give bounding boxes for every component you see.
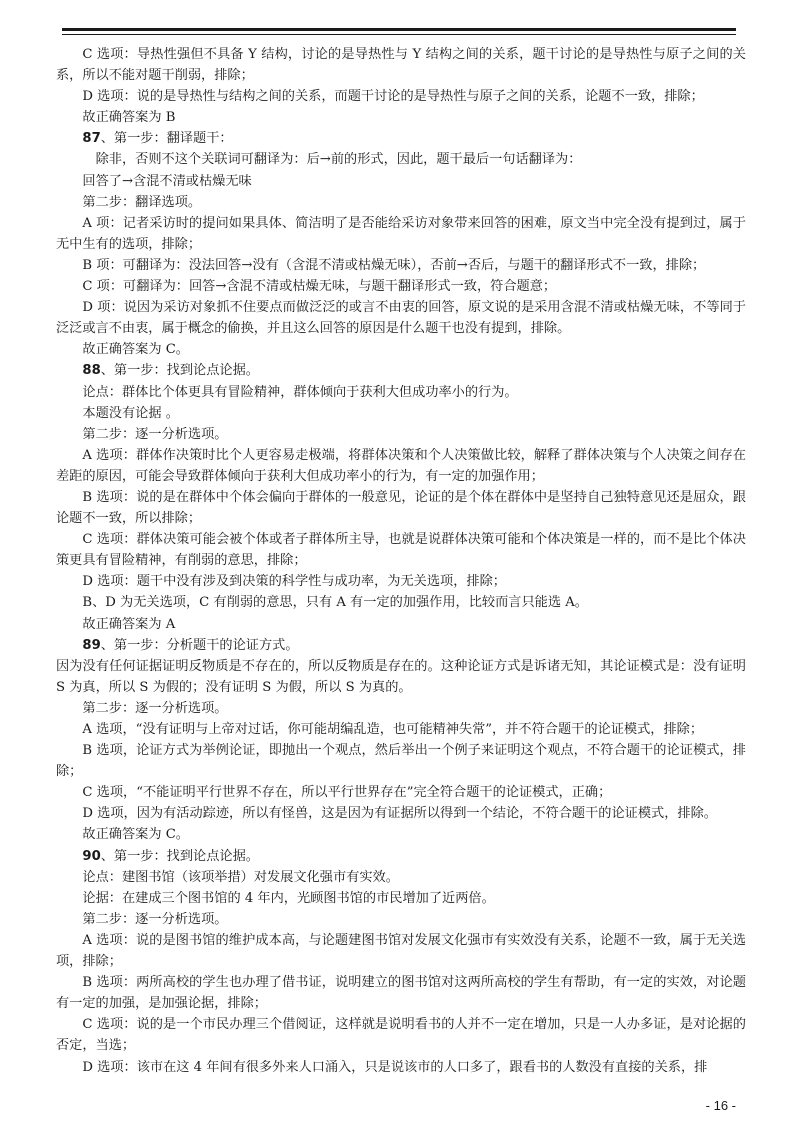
question-number: 88 bbox=[82, 363, 101, 379]
paragraph bbox=[56, 803, 746, 824]
paragraph-text: B 项：可翻译为：没法回答→没有（含混不清或枯燥无味），否前→否后，与题干的翻译形式不一致，排除； bbox=[82, 257, 706, 273]
paragraph bbox=[56, 276, 746, 297]
paragraph-text: A 选项：说的是图书馆的维护成本高，与论题建图书馆对发展文化强市有实效没有关系，论题不一致，属于无关选项，排除； bbox=[56, 932, 746, 970]
paragraph bbox=[56, 909, 746, 930]
paragraph-text: B、D 为无关选项，C 有削弱的意思，只有 A 有一定的加强作用，比较而言只能选 A。 bbox=[82, 595, 588, 611]
paragraph bbox=[56, 487, 746, 529]
paragraph-text: 故正确答案为 B bbox=[82, 110, 176, 126]
paragraph bbox=[56, 698, 746, 719]
paragraph-text: 第二步：翻译选项。 bbox=[82, 194, 202, 210]
paragraph-text: C 项：可翻译为：回答→含混不清或枯燥无味，与题干翻译形式一致，符合题意； bbox=[82, 279, 557, 295]
paragraph-text: B 选项，论证方式为举例论证，即抛出一个观点，然后举出一个例子来证明这个观点，不符合题干的论证模式，排除； bbox=[56, 743, 746, 780]
paragraph-text: 、第一步：分析题干的论证方式。 bbox=[100, 637, 299, 653]
paragraph bbox=[56, 635, 746, 656]
paragraph-text: A 选项，“没有证明与上帝对过话，你可能胡编乱造，也可能精神失常”，并不符合题干的论证模式，排除； bbox=[82, 722, 704, 737]
paragraph bbox=[56, 403, 746, 424]
paragraph bbox=[56, 107, 746, 128]
paragraph-text: 因为没有任何证据证明反物质是不存在的，所以反物质是存在的。这种论证方式是诉诸无知，其论证模式是：没有证明 S 为真，所以 S 为假的；没有证明 S 为假，所以 S 为真的。 bbox=[56, 658, 746, 695]
question-number: 89 bbox=[82, 637, 101, 653]
paragraph bbox=[56, 740, 746, 782]
paragraph bbox=[56, 445, 746, 487]
paragraph-text: D 选项，因为有活动踪迹，所以有怪兽，这是因为有证据所以得到一个结论，不符合题干的论证模式，排除。 bbox=[82, 806, 717, 822]
paragraph-text: 故正确答案为 C。 bbox=[82, 827, 189, 843]
paragraph bbox=[56, 339, 746, 360]
paragraph-text: A 项：记者采访时的提问如果具体、简洁明了是否能给采访对象带来回答的困难，原文当中完全没有提到过，属于无中生有的选项，排除； bbox=[56, 215, 746, 252]
paragraph bbox=[56, 382, 746, 403]
paragraph-text: C 选项：群体决策可能会被个体或者子群体所主导，也就是说群体决策可能和个体决策是一样的，而不是比个体决策更具有冒险精神，有削弱的意思，排除； bbox=[56, 532, 746, 569]
paragraph-text: 第二步：逐一分析选项。 bbox=[82, 426, 228, 442]
paragraph bbox=[56, 171, 746, 192]
paragraph-text: B 选项：说的是在群体中个体会偏向于群体的一般意见，论证的是个体在群体中是坚持自己独特意见还是屈众，跟论题不一致，所以排除； bbox=[56, 489, 746, 527]
paragraph bbox=[56, 128, 746, 149]
paragraph-text: C 选项：说的是一个市民办理三个借阅证，这样就是说明看书的人并不一定在增加，只是一人办多证，是对论据的否定，当选； bbox=[56, 1017, 746, 1054]
paragraph bbox=[56, 1014, 746, 1056]
paragraph-text: 除非，否则不这个关联词可翻译为：后→前的形式，因此，题干最后一句话翻译为： bbox=[95, 152, 582, 168]
paragraph-text: D 选项：该市在这 4 年间有很多外来人口涌入，只是说该市的人口多了，跟看书的人数没有直接的关系，排 bbox=[82, 1059, 708, 1075]
paragraph-text: 论点：建图书馆（该项举措）对发展文化强市有实效。 bbox=[82, 869, 399, 885]
question-number: 87 bbox=[82, 131, 101, 147]
paragraph-text: 回答了→含混不清或枯燥无味 bbox=[82, 173, 252, 189]
paragraph-text: 故正确答案为 A bbox=[82, 616, 176, 632]
paragraph bbox=[56, 930, 746, 972]
paragraph bbox=[56, 360, 746, 381]
header-rule-thick bbox=[62, 28, 736, 31]
paragraph-text: D 项：说因为采访对象抓不住要点而做泛泛的或言不由衷的回答，原文说的是采用含混不清或枯燥无味，不等同于泛泛或言不由衷，属于概念的偷换，并且这么回答的原因是什么题干也没有提到，排除。 bbox=[56, 300, 746, 337]
paragraph-text: 故正确答案为 C。 bbox=[82, 342, 189, 358]
paragraph-text: D 选项：题干中没有涉及到决策的科学性与成功率，为无关选项，排除； bbox=[82, 574, 506, 590]
paragraph bbox=[56, 867, 746, 888]
paragraph bbox=[56, 1057, 746, 1078]
paragraph bbox=[56, 614, 746, 635]
paragraph-text: 论据：在建成三个图书馆的 4 年内，光顾图书馆的市民增加了近两倍。 bbox=[82, 890, 495, 906]
paragraph bbox=[56, 192, 746, 213]
paragraph bbox=[56, 719, 746, 740]
paragraph bbox=[56, 213, 746, 255]
paragraph bbox=[56, 824, 746, 845]
paragraph bbox=[56, 656, 746, 698]
paragraph-text: A 选项：群体作决策时比个人更容易走极端，将群体决策和个人决策做比较，解释了群体决策与个人决策之间存在差距的原因，可能会导致群体倾向于获利大但成功率小的行为，有一定的加强作用； bbox=[56, 447, 746, 484]
paragraph bbox=[56, 297, 746, 339]
paragraph bbox=[56, 149, 746, 170]
paragraph bbox=[56, 44, 746, 86]
paragraph bbox=[56, 255, 746, 276]
paragraph-text: B 选项：两所高校的学生也办理了借书证，说明建立的图书馆对这两所高校的学生有帮助，有一定的实效，对论题有一定的加强，是加强论据，排除； bbox=[56, 975, 746, 1012]
paragraph-text: 、第一步：找到论点论据。 bbox=[100, 848, 259, 864]
paragraph-text: C 选项：导热性强但不具备 Y 结构，讨论的是导热性与 Y 结构之间的关系，题干讨论的是导热性与原子之间的关系，所以不能对题干削弱，排除； bbox=[56, 47, 746, 84]
paragraph-text: 、第一步：翻译题干： bbox=[100, 131, 233, 147]
paragraph-text: 论点：群体比个体更具有冒险精神，群体倾向于获利大但成功率小的行为。 bbox=[82, 384, 518, 400]
header-rule-thin bbox=[62, 34, 736, 35]
paragraph bbox=[56, 529, 746, 571]
paragraph bbox=[56, 592, 746, 613]
paragraph-text: 、第一步：找到论点论据。 bbox=[100, 363, 259, 379]
paragraph bbox=[56, 888, 746, 909]
paragraph bbox=[56, 571, 746, 592]
paragraph-text: D 选项：说的是导热性与结构之间的关系，而题干讨论的是导热性与原子之间的关系，论题不一致，排除； bbox=[82, 89, 704, 105]
paragraph-text: C 选项，“不能证明平行世界不存在，所以平行世界存在”完全符合题干的论证模式，正确； bbox=[82, 785, 612, 801]
paragraph bbox=[56, 782, 746, 803]
paragraph-text: 第二步：逐一分析选项。 bbox=[82, 700, 228, 716]
page-number: - 16 - bbox=[705, 1098, 736, 1113]
page-body bbox=[56, 44, 746, 1078]
paragraph bbox=[56, 424, 746, 445]
question-number: 90 bbox=[82, 848, 101, 864]
paragraph bbox=[56, 972, 746, 1014]
paragraph bbox=[56, 86, 746, 107]
paragraph bbox=[56, 846, 746, 867]
paragraph-text: 第二步：逐一分析选项。 bbox=[82, 911, 228, 927]
paragraph-text: 本题没有论据 。 bbox=[82, 405, 179, 421]
